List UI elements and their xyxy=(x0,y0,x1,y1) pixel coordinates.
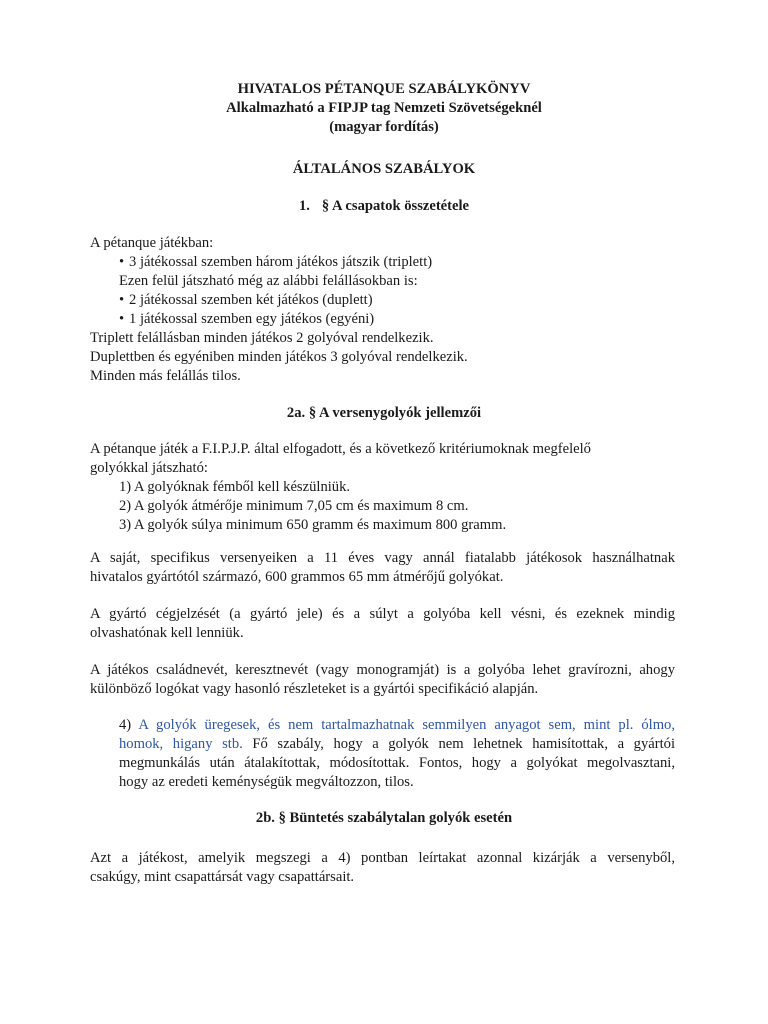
paragraph-line: hogy az eredeti keménységük megváltozzon, tilos. xyxy=(119,774,414,790)
section2a-heading: 2a. § A versenygolyók jellemzői xyxy=(286,405,482,421)
document-note: (magyar fordítás) xyxy=(329,119,439,135)
item4-paragraph xyxy=(119,716,675,792)
list-item: 2) A golyók átmérője minimum 7,05 cm és maximum 8 cm. xyxy=(119,498,469,514)
paragraph-line: megmunkálás után átalakítottak, módosítottak. Fontos, hogy a golyókat megolvasztani, xyxy=(119,755,675,771)
title-block xyxy=(0,80,768,137)
section1-line: Triplett felállásban minden játékos 2 golyóval rendelkezik. xyxy=(90,330,434,346)
section1-line: Minden más felállás tilos. xyxy=(90,368,241,384)
paragraph-line: A pétanque játék a F.I.P.J.P. által elfogadott, és a következő kritériumoknak megfelelő xyxy=(90,441,591,457)
bullet-item xyxy=(90,291,675,310)
paragraph-line: A saját, specifikus versenyeiken a 11 éves vagy annál fiatalabb játékosok használhatnak xyxy=(90,550,675,566)
engraving-paragraph xyxy=(90,661,675,699)
section1-title: § A csapatok összetétele xyxy=(321,198,470,214)
junior-paragraph xyxy=(90,549,675,587)
paragraph-line: Azt a játékost, amelyik megszegi a 4) pontban leírtakat azonnal kizárják a versenyből, xyxy=(90,850,675,866)
paragraph-line: különböző logókat vagy hasonló részleteket is a gyártói specifikáció alapján. xyxy=(90,681,539,697)
bullet-text: 3 játékossal szemben három játékos játszik (triplett) xyxy=(129,254,433,270)
document-subtitle: Alkalmazható a FIPJP tag Nemzeti Szövetségeknél xyxy=(226,100,542,116)
paragraph-line: A gyártó cégjelzését (a gyártó jele) és a súlyt a golyóba kell vésni, és ezeknek mindig xyxy=(90,606,675,622)
bullet-item xyxy=(90,310,675,329)
section1-number: 1. xyxy=(298,198,310,214)
section1-extra: Ezen felül játszható még az alábbi felállásokban is: xyxy=(119,273,418,289)
rule-text: Fő szabály, hogy a golyók nem lehetnek hamisítottak, a gyártói xyxy=(252,736,675,752)
paragraph-line: csakúgy, mint csapattársát vagy csapattársait. xyxy=(90,869,355,885)
hollow-balls-text: homok, higany stb. xyxy=(119,736,243,752)
section1-heading xyxy=(0,197,768,216)
hollow-balls-text: A golyók üregesek, és nem tartalmazhatnak semmilyen anyagot sem, mint pl. ólmo, xyxy=(138,717,676,733)
list-item: 3) A golyók súlya minimum 650 gramm és maximum 800 gramm. xyxy=(119,517,507,533)
list-item: 1) A golyóknak fémből kell készülniük. xyxy=(119,479,351,495)
item4-number: 4) xyxy=(119,717,132,733)
general-rules-heading: ÁLTALÁNOS SZABÁLYOK xyxy=(292,161,476,177)
paragraph-line: hivatalos gyártótól származó, 600 grammos 65 mm átmérőjű golyókat. xyxy=(90,569,504,585)
section2b-heading: 2b. § Büntetés szabálytalan golyók esetén xyxy=(255,810,513,826)
paragraph-line: golyókkal játszható: xyxy=(90,460,208,476)
section2b-paragraph xyxy=(90,849,675,887)
bullet-item xyxy=(90,253,675,272)
bullet-icon: • xyxy=(119,311,125,327)
paragraph-line xyxy=(119,735,675,754)
section2a-paragraph xyxy=(90,440,675,535)
paragraph-line xyxy=(119,716,675,735)
section1-intro: A pétanque játékban: xyxy=(90,235,214,251)
marking-paragraph xyxy=(90,605,675,643)
paragraph-line: A játékos családnevét, keresztnevét (vagy monogramját) is a golyóba lehet gravírozni, ahogy xyxy=(90,662,675,678)
document-title: HIVATALOS PÉTANQUE SZABÁLYKÖNYV xyxy=(237,81,531,97)
section1-line: Duplettben és egyéniben minden játékos 3 golyóval rendelkezik. xyxy=(90,349,468,365)
section1-body xyxy=(90,234,675,386)
bullet-text: 1 játékossal szemben egy játékos (egyéni) xyxy=(129,311,375,327)
bullet-icon: • xyxy=(119,292,125,308)
bullet-text: 2 játékossal szemben két játékos (duplett) xyxy=(129,292,373,308)
bullet-icon: • xyxy=(119,254,125,270)
paragraph-line: olvashatónak kell lenniük. xyxy=(90,625,244,641)
